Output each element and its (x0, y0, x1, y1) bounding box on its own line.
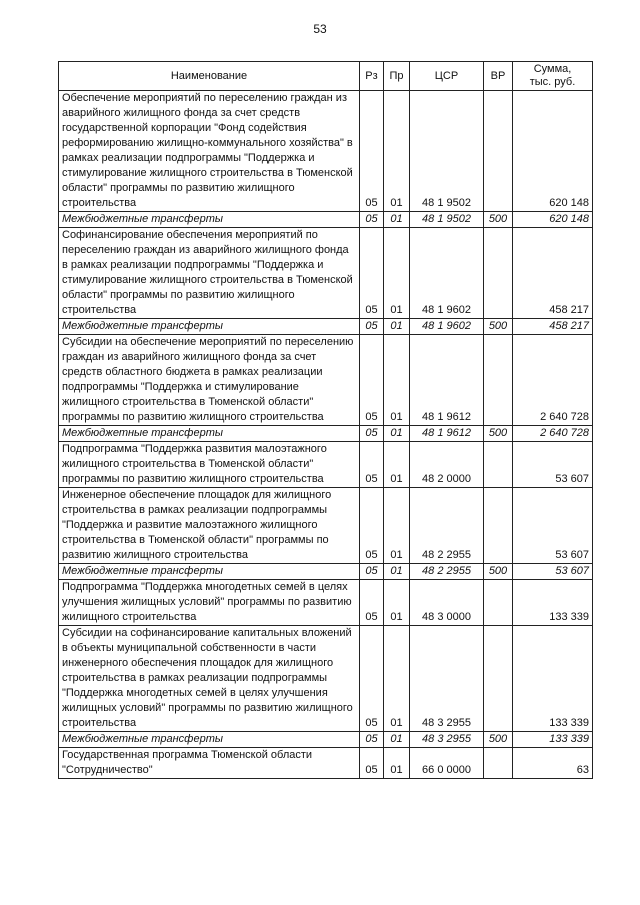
table-row (59, 319, 593, 335)
row-sum: 620 148 (513, 91, 593, 212)
row-vr: 500 (484, 212, 513, 228)
row-rz: 05 (360, 580, 384, 626)
header-name: Наименование (59, 62, 360, 91)
row-name: Субсидии на софинансирование капитальных вложений в объекты муниципальной собственности в части инженерного обеспечения площадок для жилищного строительства в рамках реализации подпрограммы "Поддержка многодетных семей в целях улучшения жилищных условий" программы по развитию жилищного строительства (59, 626, 360, 732)
row-vr (484, 626, 513, 732)
row-rz: 05 (360, 212, 384, 228)
row-csr: 48 1 9602 (410, 319, 484, 335)
row-pr: 01 (384, 748, 410, 779)
row-pr: 01 (384, 732, 410, 748)
header-rz: Рз (360, 62, 384, 91)
table-row (59, 732, 593, 748)
row-rz: 05 (360, 488, 384, 564)
row-rz: 05 (360, 228, 384, 319)
row-vr (484, 91, 513, 212)
row-rz: 05 (360, 442, 384, 488)
row-name: Межбюджетные трансферты (59, 732, 360, 748)
table-row (59, 488, 593, 564)
table-row (59, 228, 593, 319)
row-pr: 01 (384, 228, 410, 319)
row-name: Межбюджетные трансферты (59, 319, 360, 335)
row-sum: 620 148 (513, 212, 593, 228)
header-sum (513, 62, 593, 91)
row-pr: 01 (384, 442, 410, 488)
row-name: Подпрограмма "Поддержка развития малоэтажного жилищного строительства в Тюменской области" программы по развитию жилищного строительства (59, 442, 360, 488)
table-row (59, 564, 593, 580)
header-csr: ЦСР (410, 62, 484, 91)
row-vr (484, 335, 513, 426)
header-pr: Пр (384, 62, 410, 91)
table-row (59, 335, 593, 426)
row-sum: 2 640 728 (513, 335, 593, 426)
row-csr: 48 3 0000 (410, 580, 484, 626)
row-name: Софинансирование обеспечения мероприятий по переселению граждан из аварийного жилищного фонда в рамках реализации подпрограммы "Поддержка и стимулирование жилищного строительства в Тюменской области" программы по развитию жилищного строительства (59, 228, 360, 319)
row-name: Межбюджетные трансферты (59, 212, 360, 228)
row-rz: 05 (360, 335, 384, 426)
header-sum-line2: тыс. руб. (529, 76, 576, 88)
row-pr: 01 (384, 626, 410, 732)
row-csr: 48 3 2955 (410, 732, 484, 748)
row-csr: 66 0 0000 (410, 748, 484, 779)
row-vr (484, 442, 513, 488)
table-body (59, 91, 593, 779)
row-rz: 05 (360, 748, 384, 779)
row-name: Подпрограмма "Поддержка многодетных семей в целях улучшения жилищных условий" программы по развитию жилищного строительства (59, 580, 360, 626)
row-pr: 01 (384, 580, 410, 626)
row-csr: 48 2 2955 (410, 564, 484, 580)
row-sum: 53 607 (513, 564, 593, 580)
table-row (59, 442, 593, 488)
table-row (59, 426, 593, 442)
page-number: 53 (313, 22, 327, 36)
row-csr: 48 2 0000 (410, 442, 484, 488)
table-row (59, 626, 593, 732)
row-rz: 05 (360, 91, 384, 212)
table-row (59, 212, 593, 228)
row-rz: 05 (360, 319, 384, 335)
row-rz: 05 (360, 732, 384, 748)
row-sum: 53 607 (513, 488, 593, 564)
row-pr: 01 (384, 335, 410, 426)
row-sum: 133 339 (513, 732, 593, 748)
budget-table (58, 61, 593, 779)
table-header-row (59, 62, 593, 91)
row-rz: 05 (360, 564, 384, 580)
row-sum: 458 217 (513, 319, 593, 335)
row-pr: 01 (384, 426, 410, 442)
row-name: Межбюджетные трансферты (59, 426, 360, 442)
header-sum-line1: Сумма, (533, 63, 572, 75)
row-pr: 01 (384, 488, 410, 564)
row-vr: 500 (484, 732, 513, 748)
row-csr: 48 1 9602 (410, 228, 484, 319)
header-vr: ВР (484, 62, 513, 91)
row-pr: 01 (384, 212, 410, 228)
row-sum: 133 339 (513, 580, 593, 626)
row-sum: 133 339 (513, 626, 593, 732)
row-name: Инженерное обеспечение площадок для жилищного строительства в рамках реализации подпрограммы "Поддержка и развитие малоэтажного жилищного строительства в Тюменской области" программы по развитию жилищного строительства (59, 488, 360, 564)
row-name: Государственная программа Тюменской области "Сотрудничество" (59, 748, 360, 779)
row-vr (484, 488, 513, 564)
row-csr: 48 3 2955 (410, 626, 484, 732)
row-csr: 48 1 9612 (410, 426, 484, 442)
row-name: Обеспечение мероприятий по переселению граждан из аварийного жилищного фонда за счет средств государственной корпорации "Фонд содействия реформированию жилищно-коммунального хозяйства" в рамках реализации подпрограммы "Поддержка и стимулирование жилищного строительства в Тюменской области" программы по развитию жилищного строительства (59, 91, 360, 212)
row-sum: 63 (513, 748, 593, 779)
table-row (59, 91, 593, 212)
row-rz: 05 (360, 426, 384, 442)
row-pr: 01 (384, 91, 410, 212)
row-csr: 48 1 9502 (410, 91, 484, 212)
row-sum: 53 607 (513, 442, 593, 488)
row-rz: 05 (360, 626, 384, 732)
row-csr: 48 1 9612 (410, 335, 484, 426)
row-vr (484, 580, 513, 626)
row-vr (484, 228, 513, 319)
row-sum: 2 640 728 (513, 426, 593, 442)
row-pr: 01 (384, 564, 410, 580)
row-vr: 500 (484, 426, 513, 442)
row-vr: 500 (484, 564, 513, 580)
row-vr (484, 748, 513, 779)
row-sum: 458 217 (513, 228, 593, 319)
row-pr: 01 (384, 319, 410, 335)
row-name: Межбюджетные трансферты (59, 564, 360, 580)
row-vr: 500 (484, 319, 513, 335)
table-row (59, 748, 593, 779)
row-name: Субсидии на обеспечение мероприятий по переселению граждан из аварийного жилищного фонда за счет средств областного бюджета в рамках реализации подпрограммы "Поддержка и стимулирование жилищного строительства в Тюменской области" программы по развитию жилищного строительства (59, 335, 360, 426)
row-csr: 48 1 9502 (410, 212, 484, 228)
table-row (59, 580, 593, 626)
row-csr: 48 2 2955 (410, 488, 484, 564)
